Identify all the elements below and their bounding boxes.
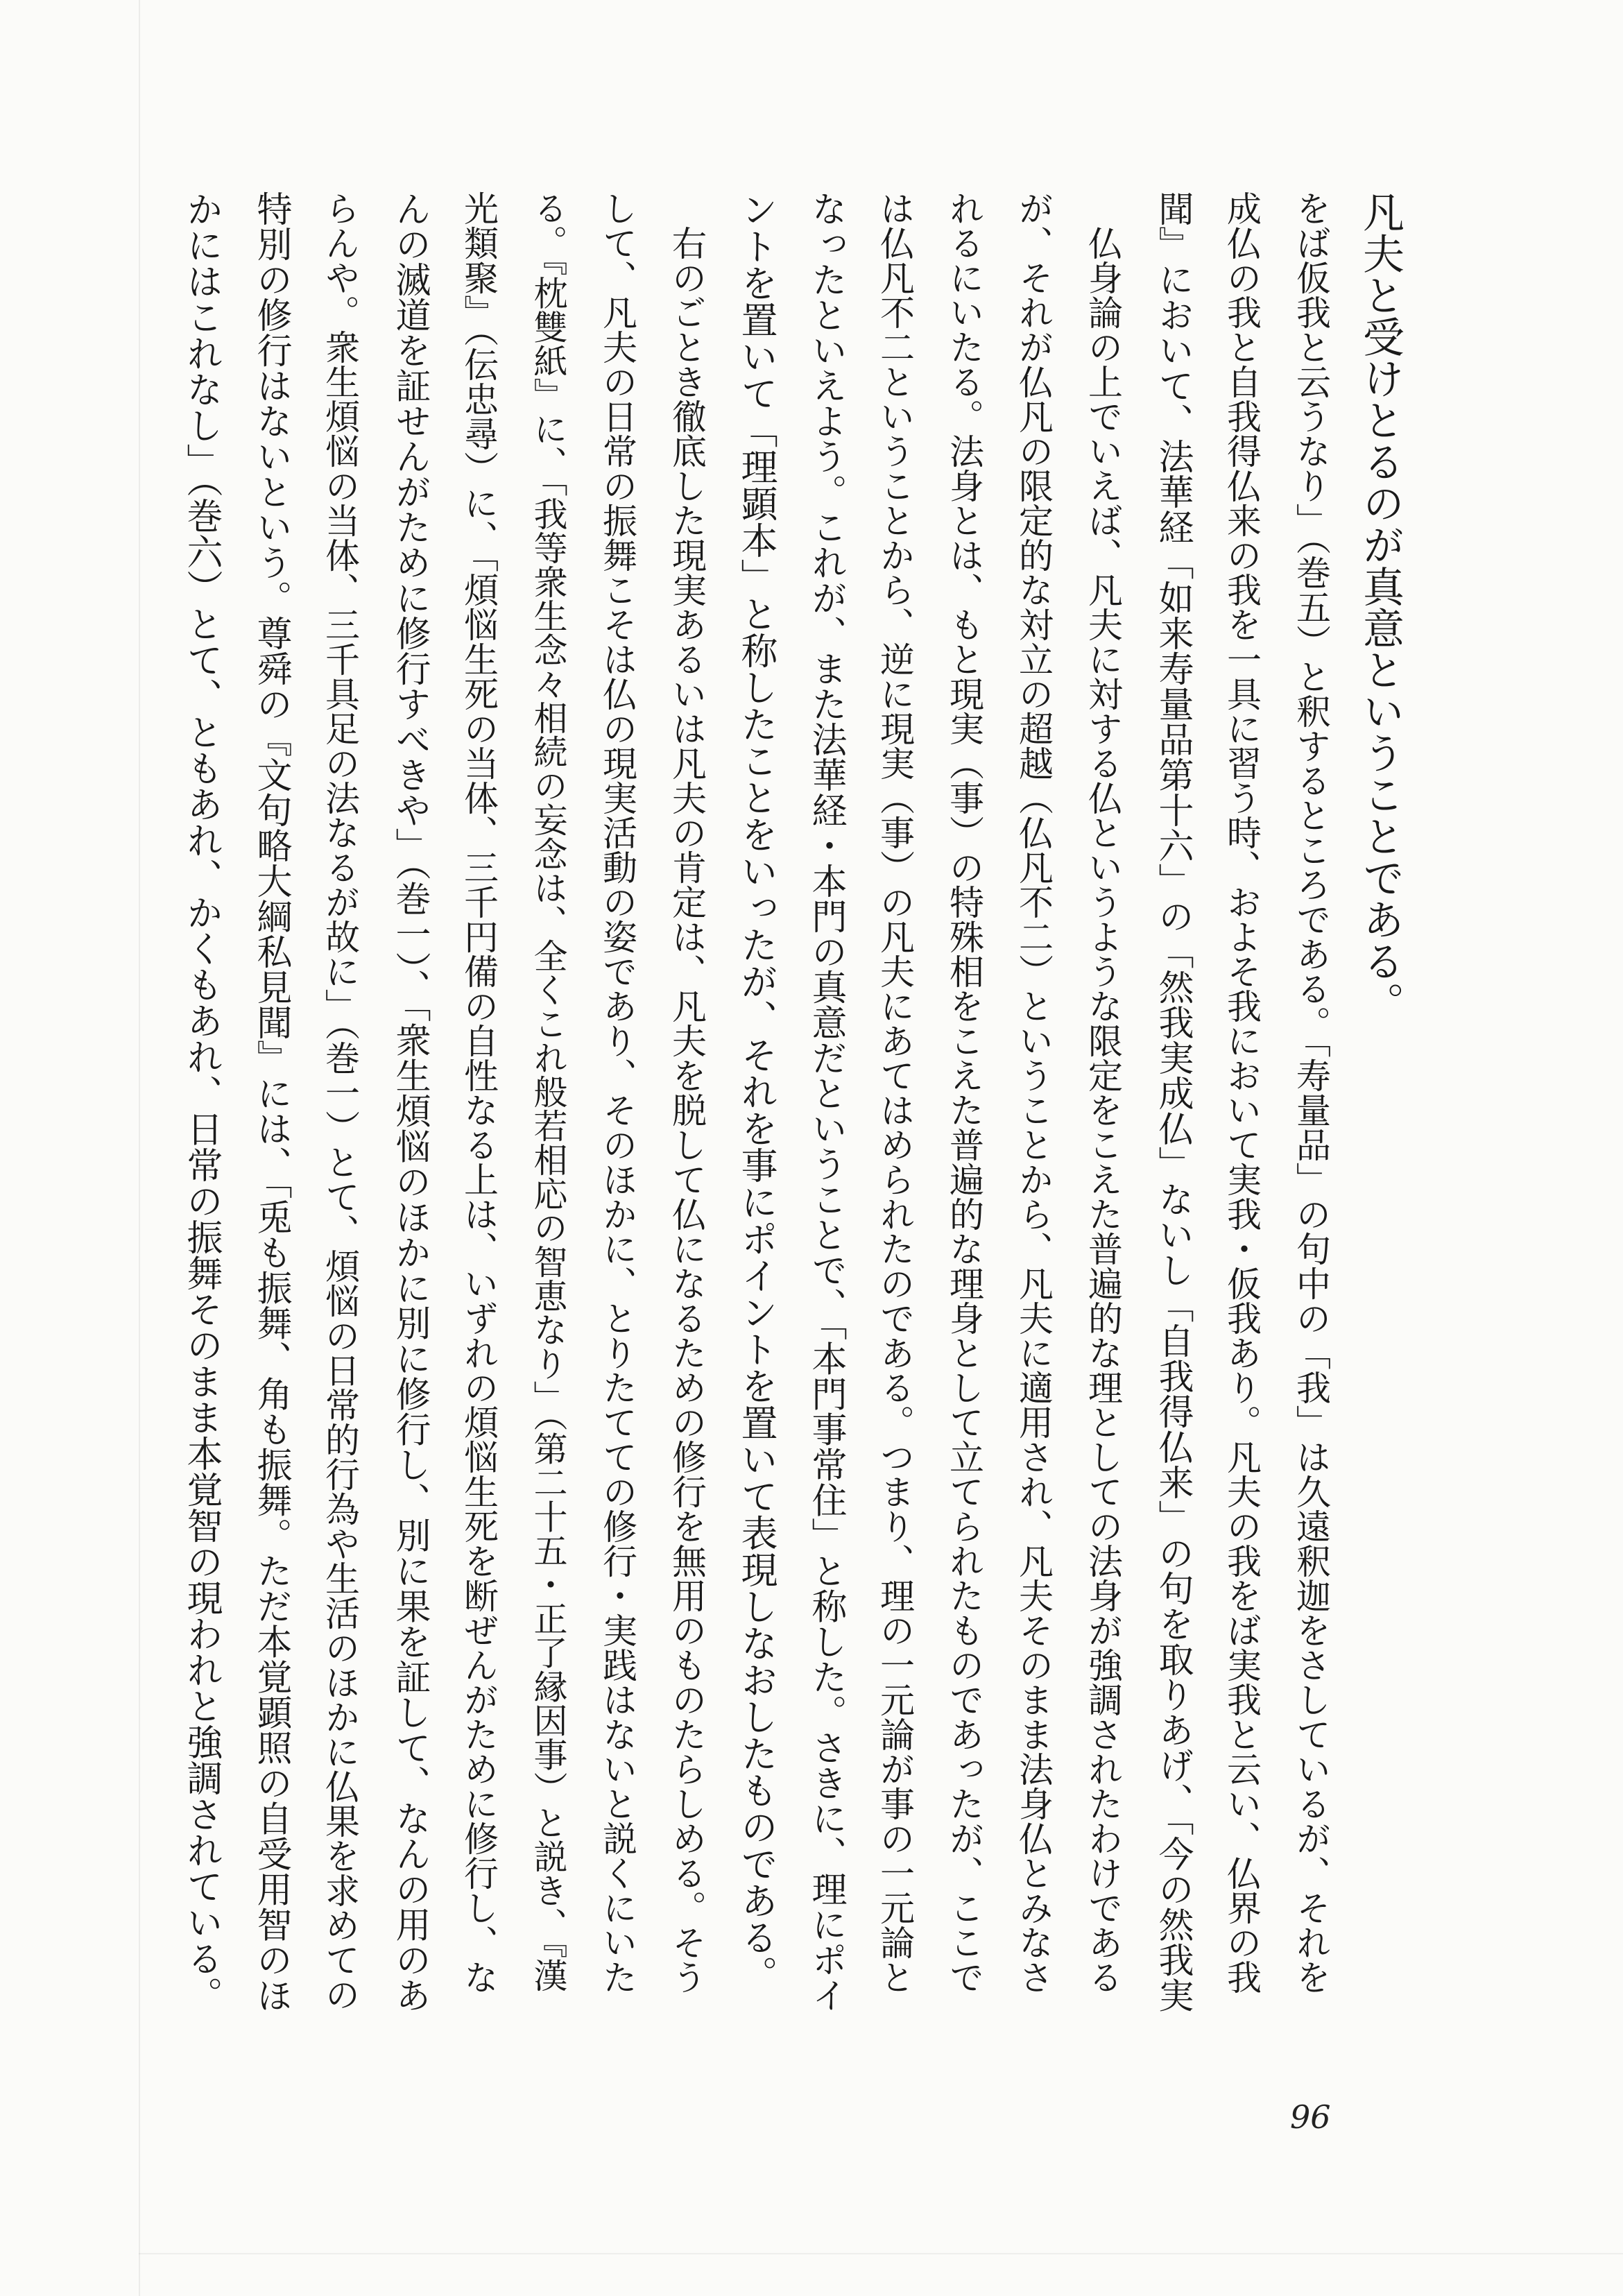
text-line: 仏身論の上でいえば、凡夫に対する仏というような限定をこえた普遍的な理としての法身が強調されたわけである xyxy=(1083,225,1123,1994)
text-line: は仏凡不二ということから、逆に現実（事）の凡夫にあてはめられたのである。つまり、理の一元論が事の一元論と xyxy=(875,191,915,1994)
text-line: ントを置いて「理顕本」と称したことをいったが、それを事にポイントを置いて表現しなおしたものである。 xyxy=(735,191,778,1992)
text-line: が、それが仏凡の限定的な対立の超越（仏凡不二）ということから、凡夫に適用され、凡夫そのまま法身仏とみなさ xyxy=(1013,191,1054,1994)
text-line: 聞』において、法華経「如来寿量品第十六」の「然我実成仏」ないし「自我得仏来」の句を取りあげ、「今の然我実 xyxy=(1152,191,1193,2013)
text-line: 右のごとき徹底した現実あるいは凡夫の肯定は、凡夫を脱して仏になるための修行を無用のものたらしめる。そう xyxy=(667,225,707,1994)
text-line: かにはこれなし」（巻六）とて、ともあれ、かくもあれ、日常の振舞そのまま本覚智の現われと強調されている。 xyxy=(180,191,222,2012)
page-number: 96 xyxy=(1290,2098,1331,2136)
scan-edge-horizontal xyxy=(139,2253,1623,2254)
text-line: 成仏の我と自我得仏来の我を一具に習う時、およそ我において実我・仮我あり。凡夫の我をば実我と云い、仏界の我 xyxy=(1221,191,1262,1994)
text-line: 光類聚』（伝忠尋）に、「煩悩生死の当体、三千円備の自性なる上は、いずれの煩悩生死を断ぜんがために修行し、な xyxy=(458,191,499,1994)
text-line: れるにいたる。法身とは、もと現実（事）の特殊相をこえた普遍的な理身として立てられたものであったが、ここで xyxy=(944,191,984,1994)
text-line: をば仮我と云うなり」（巻五）と釈するところである。「寿量品」の句中の「我」は久遠釈迦をさしているが、それを xyxy=(1291,191,1331,1994)
text-line: 特別の修行はないという。尊舜の『文句略大綱私見聞』には、「兎も振舞、角も振舞。ただ本覚顕照の自受用智のほ xyxy=(250,191,291,2013)
text-line: らんや。衆生煩悩の当体、三千具足の法なるが故に」（巻一）とて、煩悩の日常的行為や生活のほかに仏果を求めての xyxy=(320,191,360,2012)
text-line: る。『枕雙紙』に、「我等衆生念々相続の妄念は、全くこれ般若相応の智恵なり」（第二十五・正了縁因事）と説き、『漢 xyxy=(529,191,568,1992)
text-line: んの滅道を証せんがために修行すべきや」（巻一）、「衆生煩悩のほかに別に修行し、別に果を証して、なんの用のあ xyxy=(389,191,430,2013)
text-line: なったといえよう。これが、また法華経・本門の真意だということで、「本門事常住」と称した。さきに、理にポイ xyxy=(805,191,846,2013)
scan-edge-vertical xyxy=(139,0,140,2296)
text-line: 凡夫と受けとるのが真意ということである。 xyxy=(1356,191,1405,1023)
text-line: して、凡夫の日常の振舞こそは仏の現実活動の姿であり、そのほかに、とりたてての修行・実践はないと説くにいた xyxy=(597,191,637,1994)
vertical-text-body xyxy=(180,191,1415,2022)
